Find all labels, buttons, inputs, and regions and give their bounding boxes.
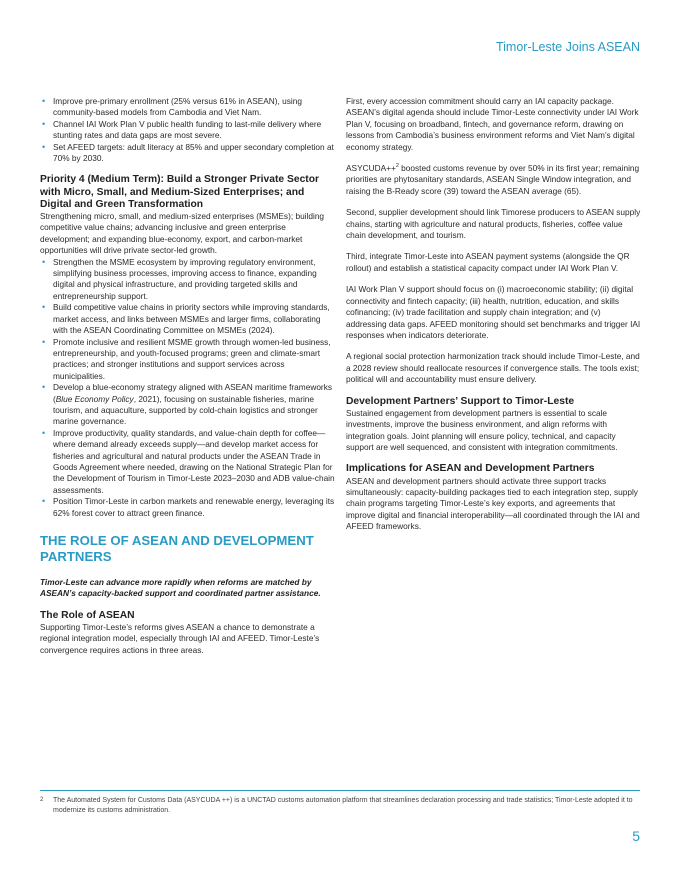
left-column [40,96,336,656]
footnote-mark: 2 [40,797,44,803]
footnote-divider [40,790,640,791]
list-item [40,382,336,428]
implications-heading: Implications for ASEAN and Development Partners [346,463,595,475]
footnote-text: The Automated System for Customs Data (ASYCUDA ++) is a UNCTAD customs automation platform that streamlines declaration processing and trade statistics; Timor-Leste adopted it to modernize its customs administration. [53,797,633,814]
list-item: • Channel IAI Work Plan V public health funding to last-mile delivery where stunting rates and data gaps are most severe. [40,119,336,142]
list-item: • Position Timor-Leste in carbon markets and renewable energy, leveraging its 62% forest cover to attract green finance. [40,496,336,519]
paragraph-social-protection: A regional social protection harmonization track should include Timor-Leste, and a 2028 review should reallocate resources if convergence stalls. The tools exist; political will and accountability must ensure delivery. [346,351,640,385]
list-item: • Build competitive value chains in priority sectors while improving standards, market access, and links between MSMEs and larger firms, collaborating with the ASEAN Coordinating Committee on MSMEs (2024). [40,302,336,336]
asycuda-name: ASYCUDA++ [346,163,396,174]
paragraph-asycuda [346,163,642,197]
priority-4-bullet-list [40,257,336,519]
page-number: 5 [632,828,640,844]
development-partners-heading: Development Partners’ Support to Timor-Leste [346,395,575,407]
implications-text: ASEAN and development partners should activate three support tracks simultaneously: capacity-building packages tied to each integration step, supply chain programs targeting Timor-Leste’s key exports, and agreements that improve digital and financial interoperability—all coordinated through the IAI and AFEED frameworks. [346,475,640,532]
paragraph-first: First, every accession commitment should carry an IAI capacity package. ASEAN’s digital agenda should include Timor-Leste connectivity under IAI Work Plan V, focusing on broadband, fintech, and governance reform, drawing on lessons from Cambodia’s business environment reforms and Viet Nam’s digital economy strategy. [346,96,639,152]
paragraph-iai: IAI Work Plan V support should focus on (i) macroeconomic stability; (ii) digital connectivity and fintech capacity; (iii) health, nutrition, education, and skills cofinancing; (iv) trade facilitation and supply chain integration; and (v) addressing data gaps. AFEED monitoring should set benchmarks and trigger IAI responses when indicators deteriorate. [346,284,641,340]
list-item: • Set AFEED targets: adult literacy at 85% and upper secondary completion at 70% by 2030. [40,142,336,165]
priority-4-heading: Priority 4 (Medium Term): Build a Stronger Private Sector with Micro, Small, and Medium-Sized Enterprises; and Digital and Green Transformation [40,174,320,210]
paragraph-third: Third, integrate Timor-Leste into ASEAN payment systems (alongside the QR rollout) and establish a statistical capacity compact under IAI Work Plan V. [346,251,630,273]
section-heading: THE ROLE OF ASEAN AND DEVELOPMENT PARTNERS [40,533,314,565]
section-lead: Timor-Leste can advance more rapidly when reforms are matched by ASEAN’s capacity-backed support and coordinated partner assistance. [40,577,321,599]
blue-economy-text-start: Develop a blue-economy strategy aligned with ASEAN maritime frameworks ( [53,382,332,404]
paragraph-second: Second, supplier development should link Timorese producers to ASEAN supply chains, starting with agriculture and natural products, fisheries, coffee value chain development, and tourism. [346,207,641,241]
role-of-asean-text: Supporting Timor-Leste’s reforms gives ASEAN a chance to demonstrate a regional integration model, especially through IAI and AFEED. Timor-Leste’s convergence requires actions in three areas. [40,622,320,655]
list-item: • Improve pre-primary enrollment (25% versus 61% in ASEAN), using community-based models from Cambodia and Viet Nam. [40,96,336,119]
list-item: • Strengthen the MSME ecosystem by improving regulatory environment, simplifying business processes, improving access to finance, expanding digital and physical infrastructure, and providing targeted skills and entrepreneurship support. [40,257,336,303]
right-column [346,96,642,533]
running-header-title: Timor-Leste Joins ASEAN [495,40,640,54]
footnote-reference: 2 [395,163,399,170]
blue-economy-text-end: , 2021), focusing on sustainable fisheries, marine tourism, and aquaculture, supported by cold-chain logistics and stronger marine governance. [53,393,318,427]
role-of-asean-heading: The Role of ASEAN [40,609,135,621]
education-bullet-list [40,96,336,164]
blue-economy-policy-title: Blue Economy Policy [55,393,134,404]
priority-4-intro: Strengthening micro, small, and medium-sized enterprises (MSMEs); building competitive value chains; advancing inclusive and green enterprise development; and expanding blue-economy, export, and carbon-market opportunities will drive private sector-led growth. [40,211,325,256]
development-partners-text: Sustained engagement from development partners is essential to scale investments, improve the business environment, and align reforms with integration goals. Joint planning will ensure policy, technical, and capacity support are well sequenced, and consistent with integration commitments. [346,407,618,452]
list-item: • Promote inclusive and resilient MSME growth through women-led business, entrepreneurship, and youth-focused programs; green and climate-smart practices; and stronger institutions and support services across municipalities. [40,337,336,383]
list-item: • Improve productivity, quality standards, and value-chain depth for coffee—where demand already exceeds supply—and develop market access for fisheries and agricultural and natural products under the ASEAN Trade in Goods Agreement where needed, drawing on the National Strategic Plan for the Development of Tourism in Timor-Leste 2023–2030 and ADB value-chain assessments. [40,428,336,496]
asycuda-text: boosted customs revenue by over 50% in its first year; remaining priorities are phytosanitary standards, ASEAN Single Window integration, and raising the B-Ready score (39) toward the ASEAN average (65). [346,163,640,196]
footnote [40,796,640,816]
